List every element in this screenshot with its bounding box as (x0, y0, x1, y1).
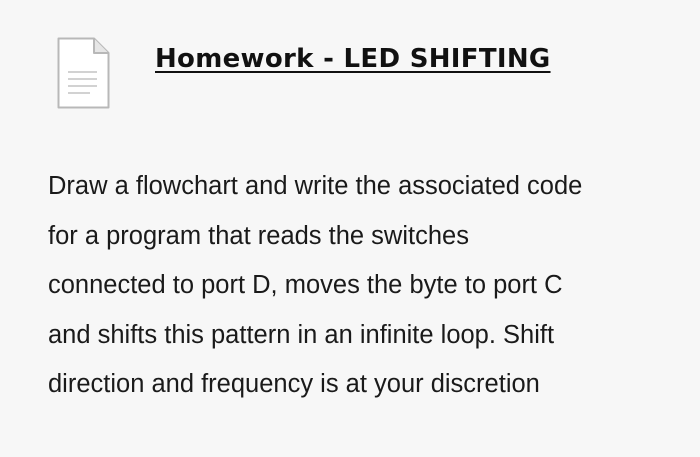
description-line: Draw a flowchart and write the associated code (48, 172, 583, 200)
document-icon (57, 37, 110, 109)
description-line: connected to port D, moves the byte to port C (48, 271, 563, 299)
description-line: direction and frequency is at your discretion (48, 370, 540, 398)
description-line: and shifts this pattern in an infinite loop. Shift (48, 320, 555, 349)
assignment-description (48, 162, 668, 410)
description-line: for a program that reads the switches (48, 221, 469, 250)
page-title: Homework - LED SHIFTING (155, 44, 551, 74)
